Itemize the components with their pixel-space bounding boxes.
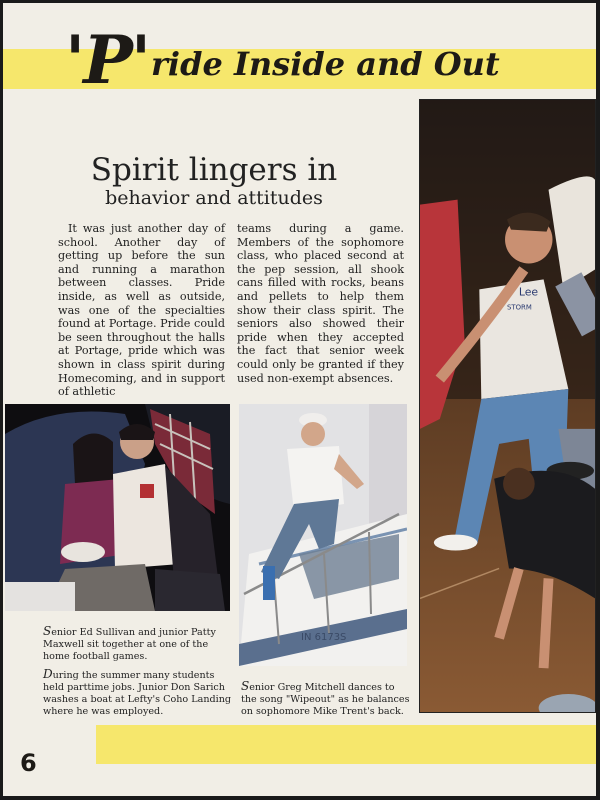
photo-boat [239,404,407,666]
article-column-1: It was just another day of school. Another day of getting up before the sun and running a marathon between classes. Pride inside, as well as outside, was one of the specialties found at Portage. Pride could be seen throughout the halls at Portage, pride which was shown in class spirit during Homecoming, and in support of athletic [58,222,225,399]
caption-boat-text: uring the summer many students held parttime jobs. Junior Don Sarich washes a boat at Lefty's Coho Landing where he was employed. [43,670,232,717]
article-title-line2: behavior and attitudes [105,187,323,209]
caption-couple [43,625,233,663]
caption-couple-initial: S [43,624,52,638]
page-number: 6 [20,749,37,777]
boat-photo-image [239,404,407,666]
caption-dance-text: enior Greg Mitchell dances to the song "Wipeout" as he balances on sophomore Mike Trent's back. [241,682,410,717]
shirt-text: Lee [518,285,539,299]
caption-dance-initial: S [241,679,250,693]
couple-photo-image [5,404,230,611]
page-headline [65,21,500,99]
photo-couple [5,404,230,611]
caption-boat-initial: D [43,667,53,681]
headline-rest: ride Inside and Out [151,45,500,83]
yearbook-page [3,3,596,796]
footer-yellow-band [96,725,596,764]
caption-boat [43,668,233,718]
boat-registration: IN 6173S [301,632,347,643]
photo-dance [419,99,596,713]
caption-couple-text: enior Ed Sullivan and junior Patty Maxwell sit together at one of the home football games. [43,627,216,662]
article-column-2: teams during a game. Members of the sophomore class, who placed second at the pep session, all shook cans filled with rocks, beans and pellets to help them show their class spirit. The seniors also showed their pride when they accepted the fact that senior week could only be granted if they used non-exempt absences. [237,222,404,385]
headline-big-letter: 'P' [65,21,150,99]
dance-photo-image [420,100,595,712]
shirt-text-2: STORM [507,303,532,312]
caption-dance [241,680,413,718]
article-title-line1: Spirit lingers in [90,152,338,188]
